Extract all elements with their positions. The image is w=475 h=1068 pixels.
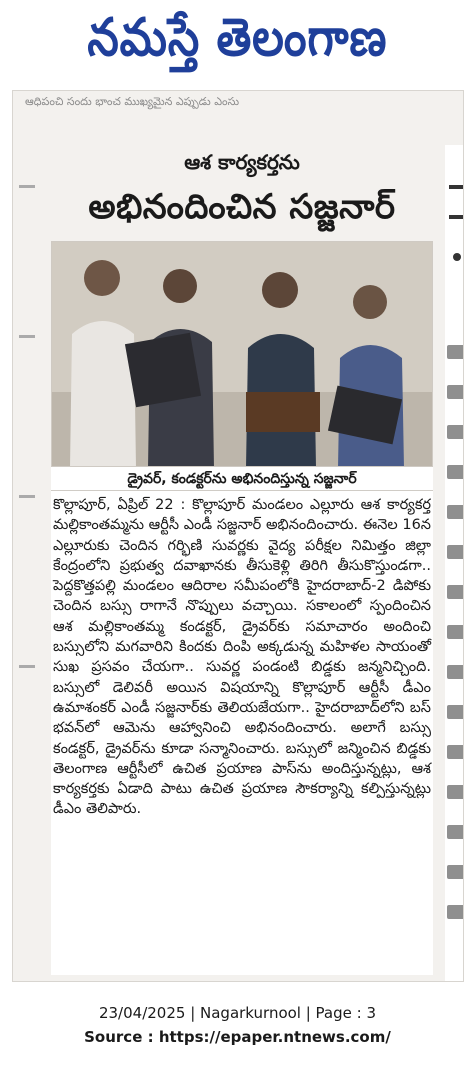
adjacent-right-column (445, 145, 464, 982)
article (51, 145, 433, 982)
article-photo (51, 241, 433, 467)
article-body: కొల్లాపూర్, ఏప్రిల్ 22 : కొల్లాపూర్ మండలం ఎల్లూరు ఆశ కార్యకర్త మల్లికాంతమ్మను ఆర్టీసీ ఎండీ సజ్జనార్ అభినందించారు. ఈనెల 16న ఎల్లూరుకు చెందిన గర్భిణి సువర్ణకు వైద్య పరీక్షల నిమిత్తం జిల్లా కేంద్రంలోని ప్రభుత్వ దవాఖానకు తీసుకెళ్లి తిరిగి తీసుకొస్తుండగా.. పెద్దకొత్తపల్లి మండలం ఆదిరాల సమీపంలోకి హైదరాబాద్-2 డిపోకు చెందిన బస్సు రాగానే నొప్పులు వచ్చాయి. సకాలంలో స్పందించిన ఆశ మల్లికాంతమ్మ కండక్టర్, డ్రైవర్‌కు సమాచారం అందించి బస్సులోని మగవారిని కిందకు దింపి అక్కడున్న మహిళల సాయంతో సుఖ ప్రసవం చేయగా.. సువర్ణ పండంటి బిడ్డకు జన్మనిచ్చింది. బస్సులో డెలివరీ అయిన విషయాన్ని కొల్లాపూర్ ఆర్టీసీ డీఎం ఉమాశంకర్ ఎండీ సజ్జనార్‌కు తెలియజేయగా.. హైదరాబాద్‌లోని బస్ భవన్‌లో ఆమెను ఆహ్వానించి అభినందించారు. అలాగే బస్సు కండక్టర్, డ్రైవర్‌ను కూడా సన్మానించారు. బస్సులో జన్మించిన బిడ్డకు తెలంగాణ ఆర్టీసీలో ఉచిత ప్రయాణ పాస్‌ను అందిస్తున్నట్లు, ఆశ కార్యకర్తకు ఏడాది పాటు ఉచిత ప్రయాణ సౌకర్యాన్ని కల్పిస్తున్నట్లు డీఎం తెలిపారు. (51, 491, 433, 975)
masthead-title: నమస్తే తెలంగాణ (87, 7, 388, 68)
edition-info: 23/04/2025 | Nagarkurnool | Page : 3 (98, 1004, 377, 1022)
photo-caption: డ్రైవర్, కండక్టర్‌ను అభినందిస్తున్న సజ్జనార్ (51, 467, 433, 491)
source-link[interactable]: Source : https://epaper.ntnews.com/ (84, 1028, 391, 1046)
adjacent-left-column (13, 145, 43, 982)
photo-illustration (52, 242, 433, 467)
masthead (0, 0, 475, 88)
adjacent-article-fragment: ఆధిపంచి సందు భాంచ ముఖ్యమైన ఎప్పుడు ఎంసు (25, 95, 240, 108)
page-footer (0, 1000, 475, 1060)
article-kicker: ఆశ కార్యకర్తను (184, 150, 300, 174)
article-headline: అభినందించిన సజ్జనార్ (88, 187, 396, 227)
newspaper-page (12, 90, 464, 982)
